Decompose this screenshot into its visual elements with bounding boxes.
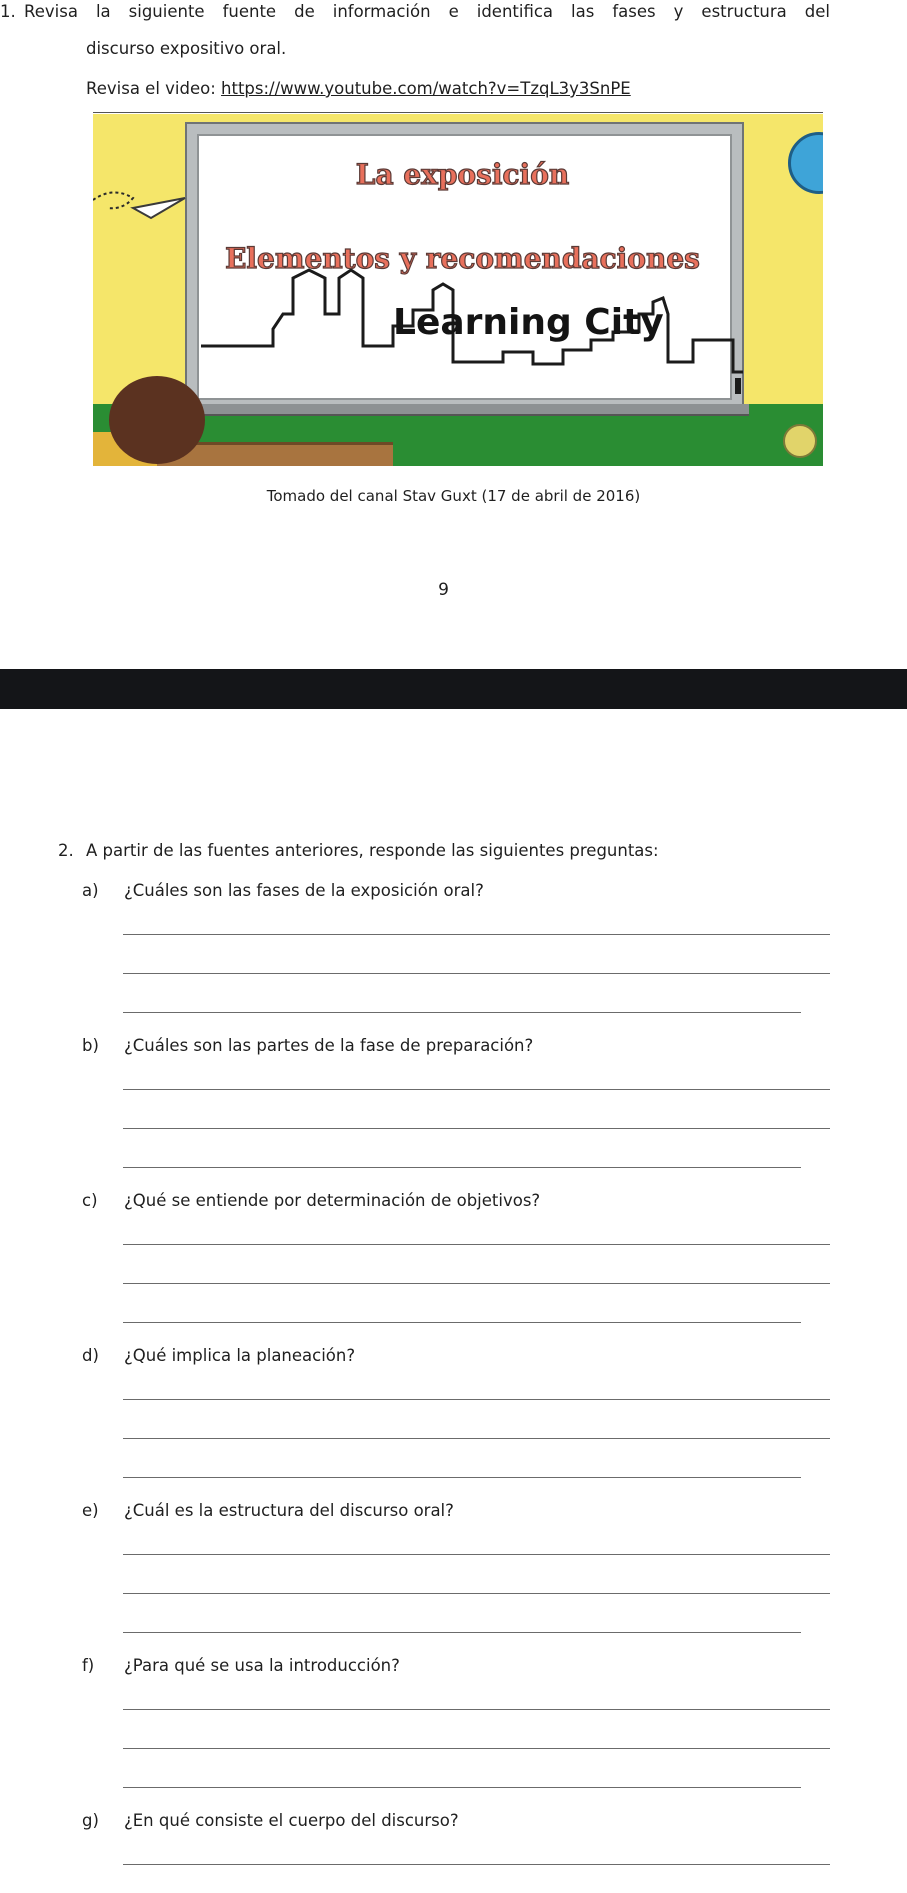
answer-line[interactable]	[123, 1438, 830, 1439]
thumbnail-title: La exposición	[355, 158, 570, 191]
student-head-icon	[109, 376, 205, 464]
sub-question-text: ¿Cuáles son las partes de la fase de preparación?	[124, 1036, 534, 1055]
video-link[interactable]: https://www.youtube.com/watch?v=TzqL3y3SnPE	[221, 79, 631, 98]
answer-line[interactable]	[123, 1709, 830, 1710]
sub-question-label: b)	[82, 1036, 99, 1055]
answer-line[interactable]	[123, 1322, 801, 1323]
sub-question-text: ¿Cuál es la estructura del discurso oral?	[124, 1501, 454, 1520]
image-top-rule	[93, 112, 823, 113]
sub-question-a	[82, 881, 484, 900]
sub-question-b	[82, 1036, 533, 1055]
sub-question-label: g)	[82, 1811, 99, 1830]
sub-question-e	[82, 1501, 454, 1520]
answer-line[interactable]	[123, 1012, 801, 1013]
question-1-line2: discurso expositivo oral.	[86, 39, 287, 58]
sub-question-text: ¿En qué consiste el cuerpo del discurso?	[124, 1811, 459, 1830]
question-2-number: 2.	[58, 841, 74, 860]
answer-line[interactable]	[123, 1748, 830, 1749]
channel-badge-icon	[783, 424, 817, 458]
question-1-number: 1.	[0, 2, 16, 21]
sub-question-label: f)	[82, 1656, 95, 1675]
sub-question-label: e)	[82, 1501, 99, 1520]
video-prefix: Revisa el video:	[86, 79, 222, 98]
thumbnail-brand: Learning City	[393, 302, 664, 343]
sub-question-c	[82, 1191, 540, 1210]
question-1-line1: Revisa la siguiente fuente de información e identifica las fases y estructura del	[24, 2, 830, 21]
answer-line[interactable]	[123, 1283, 830, 1284]
sub-question-text: ¿Qué implica la planeación?	[124, 1346, 356, 1365]
sub-question-d	[82, 1346, 355, 1365]
sub-question-label: d)	[82, 1346, 99, 1365]
page-number: 9	[438, 580, 449, 600]
image-caption: Tomado del canal Stav Guxt (17 de abril de 2016)	[266, 487, 641, 505]
sub-question-text: ¿Qué se entiende por determinación de objetivos?	[124, 1191, 541, 1210]
page-divider	[0, 669, 907, 709]
answer-line[interactable]	[123, 1167, 801, 1168]
question-1-text	[0, 2, 830, 21]
sub-question-label: c)	[82, 1191, 98, 1210]
sub-question-g	[82, 1811, 459, 1830]
answer-line[interactable]	[123, 1244, 830, 1245]
answer-line[interactable]	[123, 1399, 830, 1400]
video-reference	[86, 79, 631, 98]
answer-line[interactable]	[123, 1128, 830, 1129]
sub-question-text: ¿Cuáles son las fases de la exposición oral?	[124, 881, 484, 900]
answer-line[interactable]	[123, 1593, 830, 1594]
answer-line[interactable]	[123, 1477, 801, 1478]
answer-line[interactable]	[123, 973, 830, 974]
answer-line[interactable]	[123, 1554, 830, 1555]
answer-line[interactable]	[123, 1089, 830, 1090]
question-2	[58, 841, 659, 860]
video-thumbnail[interactable]	[93, 114, 823, 466]
answer-line[interactable]	[123, 1787, 801, 1788]
thumbnail-subtitle: Elementos y recomendaciones	[225, 242, 700, 275]
paper-plane-icon	[133, 198, 185, 218]
answer-line[interactable]	[123, 934, 830, 935]
answer-line[interactable]	[123, 1632, 801, 1633]
sub-question-text: ¿Para qué se usa la introducción?	[124, 1656, 400, 1675]
sub-question-label: a)	[82, 881, 99, 900]
answer-line[interactable]	[123, 1864, 830, 1865]
question-2-text: A partir de las fuentes anteriores, responde las siguientes preguntas:	[86, 841, 659, 860]
sub-question-f	[82, 1656, 400, 1675]
